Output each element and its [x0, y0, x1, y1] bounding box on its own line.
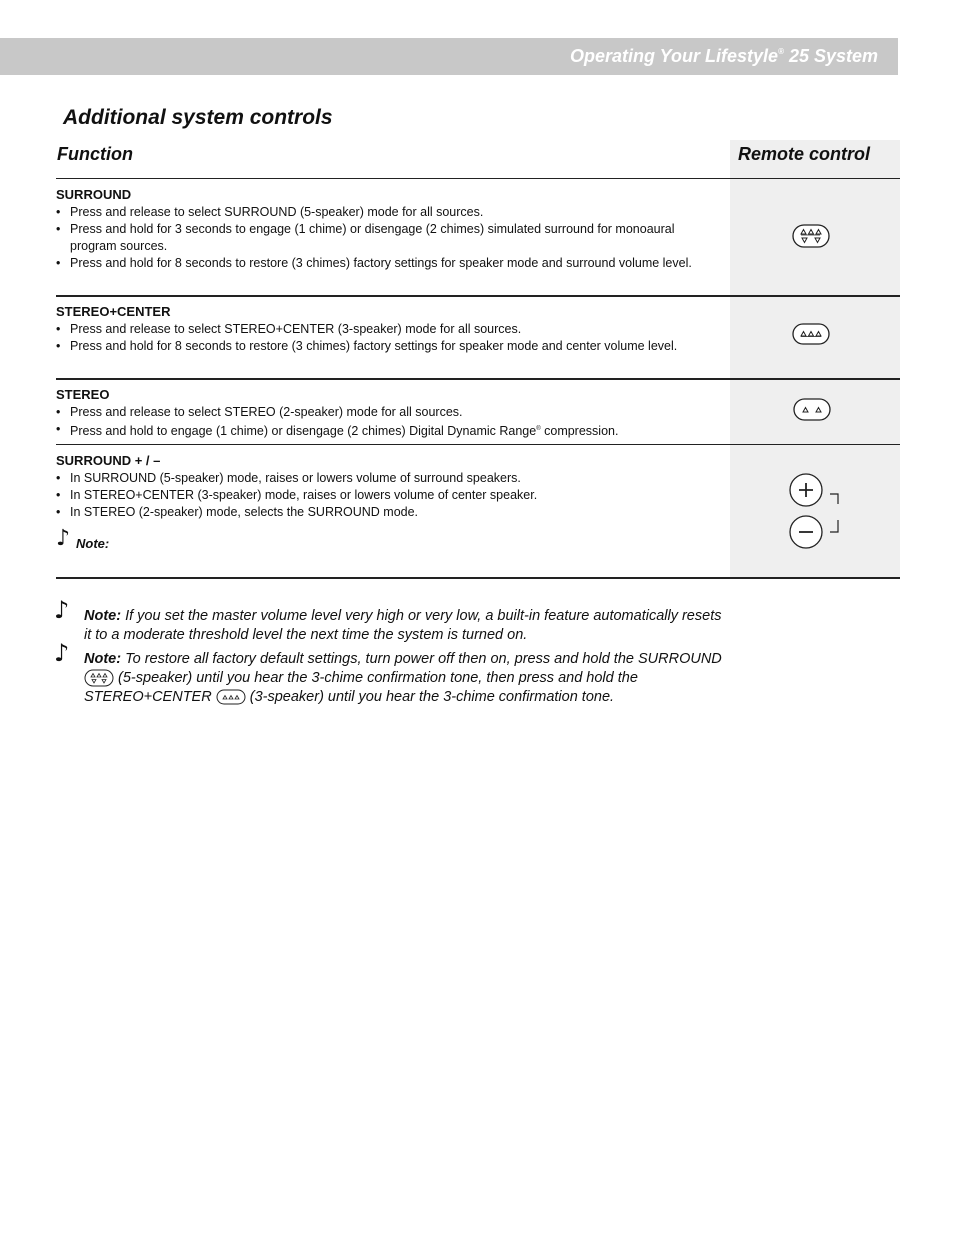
stereo-center-button-inline-icon — [216, 689, 246, 705]
footnote-2: ♪ Note: To restore all factory default settings, turn power off then on, press and hold the SURROUND (5-speaker) until you hear the 3-chime confirmation tone, then press and hold the STEREO+CENTER (3-speaker) until you hear the 3-chime confirmation tone. — [54, 639, 722, 705]
table-bottom-rule — [56, 577, 900, 579]
list-item: • Press and hold for 8 seconds to restore (3 chimes) factory settings for speaker mode and surround volume level. — [56, 255, 716, 272]
table-row-stereo — [56, 386, 716, 440]
list-item: • In STEREO+CENTER (3-speaker) mode, raises or lowers volume of center speaker. — [56, 487, 716, 504]
row-title: SURROUND + / – — [56, 453, 161, 468]
list-item: • Press and release to select STEREO (2-speaker) mode for all sources. — [56, 404, 716, 421]
header-band — [0, 38, 898, 75]
surround-plus-minus-icon — [788, 472, 842, 552]
table-header-rule — [56, 178, 900, 179]
list-item: • Press and hold for 3 seconds to engage (1 chime) or disengage (2 chimes) simulated surround for monoaural program sources. — [56, 221, 716, 255]
row-title: STEREO — [56, 387, 110, 402]
row-title: STEREO+CENTER — [56, 304, 171, 319]
note-icon: ♪ — [56, 526, 71, 551]
list-item: • Press and release to select STEREO+CENTER (3-speaker) mode for all sources. — [56, 321, 716, 338]
stereo-center-button-icon — [792, 323, 830, 345]
row-divider — [56, 444, 900, 445]
surround-button-icon — [792, 224, 830, 248]
list-item: • Press and hold to engage (1 chime) or disengage (2 chimes) Digital Dynamic Range® compression. — [56, 421, 716, 440]
row-note: ♪ Note: — [56, 526, 110, 551]
row-divider — [56, 378, 900, 380]
list-item: • Press and release to select SURROUND (5-speaker) mode for all sources. — [56, 204, 716, 221]
column-header-function: Function — [57, 144, 133, 164]
list-item: • In SURROUND (5-speaker) mode, raises or lowers volume of surround speakers. — [56, 470, 716, 487]
stereo-button-icon — [793, 398, 831, 421]
table-row-surround-plus-minus — [56, 452, 716, 552]
list-item: • Press and hold for 8 seconds to restore (3 chimes) factory settings for speaker mode and center volume level. — [56, 338, 716, 355]
column-header-remote: Remote control — [738, 144, 871, 164]
note-icon: ♪ — [54, 639, 70, 667]
note-icon: ♪ — [54, 596, 70, 624]
section-title: Additional system controls — [63, 106, 333, 129]
page-header-title: Operating Your Lifestyle® 25 System — [569, 46, 878, 66]
footnote-1: ♪ Note: If you set the master volume level very high or very low, a built-in feature automatically resets it to a moderate threshold level the next time the system is turned on. — [54, 596, 722, 643]
surround-button-inline-icon — [84, 669, 114, 687]
list-item: • In STEREO (2-speaker) mode, selects the SURROUND mode. — [56, 504, 716, 521]
table-row-stereo-center — [56, 303, 716, 355]
table-row-surround — [56, 186, 716, 272]
row-divider — [56, 295, 900, 297]
row-title: SURROUND — [56, 187, 132, 202]
